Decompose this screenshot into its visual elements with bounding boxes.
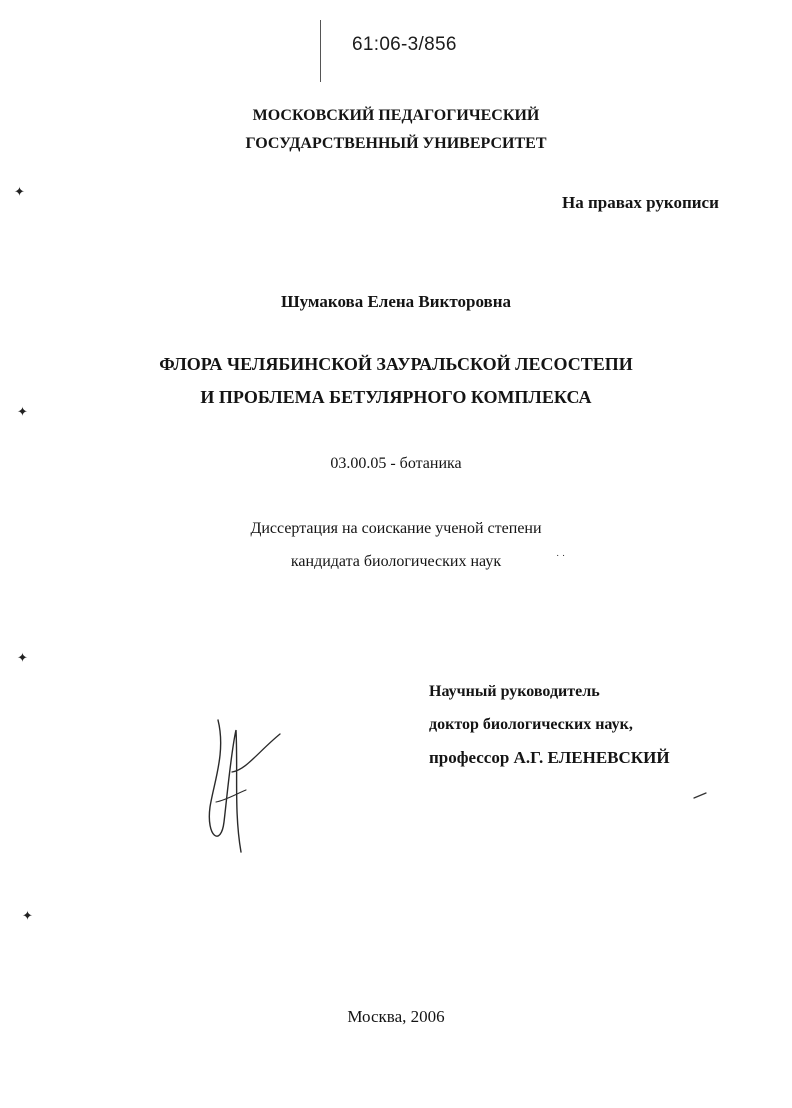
university-name-line1: МОСКОВСКИЙ ПЕДАГОГИЧЕСКИЙ (252, 107, 540, 124)
author-name: Шумакова Елена Викторовна (280, 292, 511, 311)
stamp-divider-line (320, 20, 321, 82)
pen-stroke-icon (692, 790, 708, 800)
dissertation-title-line1: ФЛОРА ЧЕЛЯБИНСКОЙ ЗАУРАЛЬСКОЙ ЛЕСОСТЕПИ (159, 354, 633, 374)
supervisor-degree: доктор биологических наук, (429, 716, 633, 733)
dissertation-title-line2: И ПРОБЛЕМА БЕТУЛЯРНОГО КОМПЛЕКСА (200, 387, 592, 407)
margin-mark-icon: ✦ (14, 184, 25, 199)
supervisor-name: профессор А.Г. ЕЛЕНЕВСКИЙ (429, 748, 670, 767)
margin-mark-icon: ✦ (17, 404, 28, 419)
archive-code-stamp: 61:06-3/856 (352, 34, 457, 55)
city-year: Москва, 2006 (347, 1007, 445, 1026)
supervisor-role: Научный руководитель (429, 683, 600, 700)
dot-mark-icon: ˙ ˙ (556, 554, 566, 565)
margin-mark-icon: ✦ (17, 650, 28, 665)
rights-note: На правах рукописи (562, 193, 719, 212)
signature-icon (196, 712, 306, 862)
degree-statement-line2: кандидата биологических наук (290, 553, 502, 570)
degree-statement-line1: Диссертация на соискание ученой степени (250, 520, 542, 537)
university-name-line2: ГОСУДАРСТВЕННЫЙ УНИВЕРСИТЕТ (245, 135, 547, 152)
margin-mark-icon: ✦ (22, 908, 33, 923)
specialty-code: 03.00.05 - ботаника (330, 455, 462, 472)
